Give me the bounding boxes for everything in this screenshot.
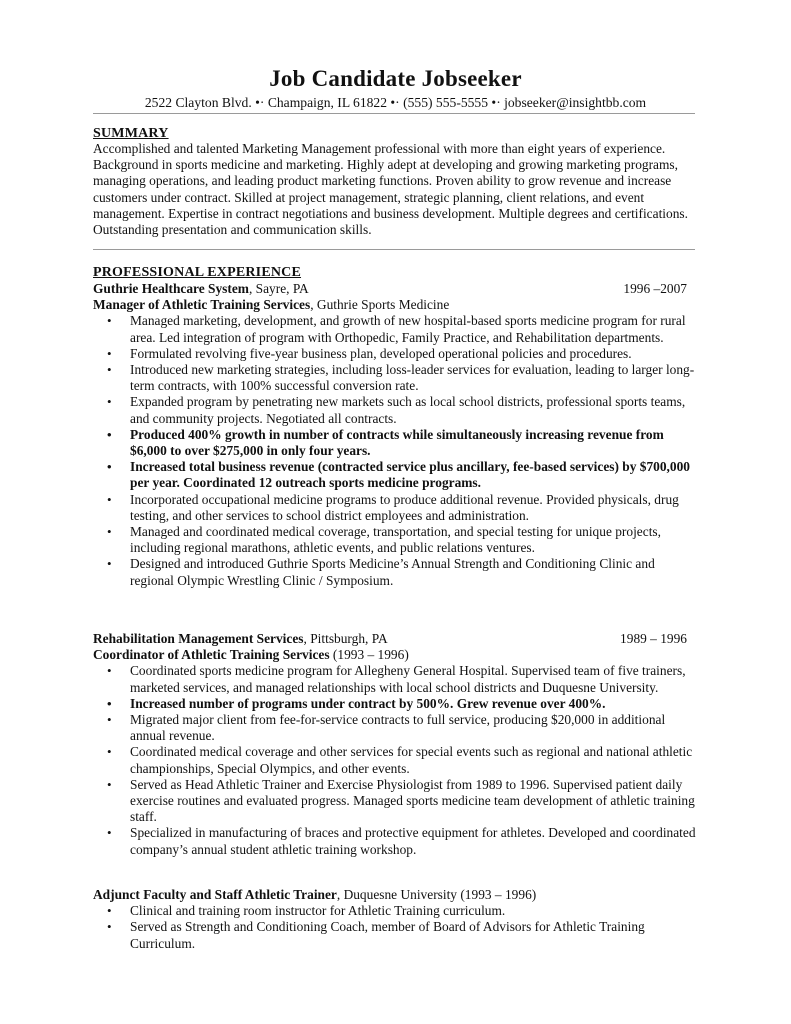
summary-heading: SUMMARY [93, 126, 169, 141]
job-role-detail: , Duquesne University (1993 – 1996) [336, 887, 537, 902]
list-item: • Produced 400% growth in number of contracts while simultaneously increasing revenue from $6,000 to over $275,000 in only four years. [93, 427, 697, 459]
job-entry-duquesne [93, 887, 697, 952]
list-item: • Coordinated medical coverage and other services for special events such as regional and national athletic championships, Special Olympics, and other events. [93, 744, 697, 776]
job-location: , Sayre, PA [248, 281, 309, 296]
job-org-line [93, 281, 697, 297]
header-divider [93, 113, 695, 114]
job-org: Rehabilitation Management Services [93, 631, 304, 646]
job-role: Adjunct Faculty and Staff Athletic Trainer [93, 887, 337, 902]
summary-text: Accomplished and talented Marketing Management professional with more than eight years of experience. Background in sports medicine and marketing. Highly adept at developing and growing marketing programs, managing operations, and leading product marketing functions. Proven ability to grow revenue and increase customers under contract. Skilled at project management, strategic planning, client relations, and event management. Expertise in contract negotiations and business development. Multiple degrees and certifications. Outstanding presentation and communication skills. [93, 141, 688, 238]
candidate-name: Job Candidate Jobseeker [269, 66, 522, 91]
job-role-line [93, 887, 697, 903]
list-item: • Expanded program by penetrating new markets such as local school districts, professional sports teams, and community projects. Negotiated all contracts. [93, 394, 697, 426]
list-item: • Specialized in manufacturing of braces and protective equipment for athletes. Developed and coordinated company’s annual student athletic training workshop. [93, 825, 697, 857]
job-bullet-list [93, 663, 697, 857]
list-item: • Designed and introduced Guthrie Sports Medicine’s Annual Strength and Conditioning Clinic and regional Olympic Wrestling Clinic / Symposium. [93, 556, 697, 588]
list-item: • Served as Head Athletic Trainer and Exercise Physiologist from 1989 to 1996. Supervised patient daily exercise routines and evaluated progress. Managed sports medicine team development of athletic training staff. [93, 777, 697, 826]
list-item: • Increased number of programs under contract by 500%. Grew revenue over 400%. [93, 696, 697, 712]
job-org: Guthrie Healthcare System [93, 281, 249, 296]
list-item: • Coordinated sports medicine program for Allegheny General Hospital. Supervised team of five trainers, marketed services, and managed relationships with local school districts and Duquesne University. [93, 663, 697, 695]
list-item: • Introduced new marketing strategies, including loss-leader services for evaluation, leading to larger long-term contracts, with 100% successful conversion rate. [93, 362, 697, 394]
job-entry-guthrie [93, 281, 697, 589]
list-item: • Migrated major client from fee-for-service contracts to full service, producing $20,000 in additional annual revenue. [93, 712, 697, 744]
job-role-detail: , Guthrie Sports Medicine [310, 297, 450, 313]
job-dates: 1989 – 1996 [620, 631, 687, 646]
job-bullet-list [93, 313, 697, 588]
job-location: , Pittsburgh, PA [303, 631, 388, 646]
list-item: • Clinical and training room instructor for Athletic Training curriculum. [93, 903, 697, 919]
summary-divider [93, 249, 695, 250]
list-item: • Increased total business revenue (contracted service plus ancillary, fee-based services) by $700,000 per year. Coordinated 12 outreach sports medicine programs. [93, 459, 697, 491]
job-role: Coordinator of Athletic Training Services [93, 647, 330, 663]
list-item: • Managed and coordinated medical coverage, transportation, and special testing for unique projects, including regional marathons, athletic events, and public relations ventures. [93, 524, 697, 556]
job-entry-rehabilitation [93, 631, 697, 858]
job-role-line [93, 297, 697, 313]
job-role-detail: (1993 – 1996) [329, 647, 409, 663]
experience-heading: PROFESSIONAL EXPERIENCE [93, 265, 302, 280]
job-bullet-list [93, 903, 697, 952]
list-item: • Formulated revolving five-year business plan, developed operational policies and procedures. [93, 346, 697, 362]
job-dates: 1996 –2007 [623, 281, 687, 296]
job-role: Manager of Athletic Training Services [93, 297, 311, 313]
job-role-line [93, 647, 697, 663]
list-item: • Managed marketing, development, and growth of new hospital-based sports medicine program for rural area. Led integration of program with Orthopedic, Family Practice, and Rehabilitation departments. [93, 313, 697, 345]
contact-info: 2522 Clayton Blvd. •· Champaign, IL 61822 •· (555) 555-5555 •· jobseeker@insightbb.com [144, 95, 647, 110]
list-item: • Served as Strength and Conditioning Coach, member of Board of Advisors for Athletic Training Curriculum. [93, 919, 697, 951]
list-item: • Incorporated occupational medicine programs to produce additional revenue. Provided physicals, drug testing, and other services to school district employees and administration. [93, 492, 697, 524]
job-org-line [93, 631, 697, 647]
